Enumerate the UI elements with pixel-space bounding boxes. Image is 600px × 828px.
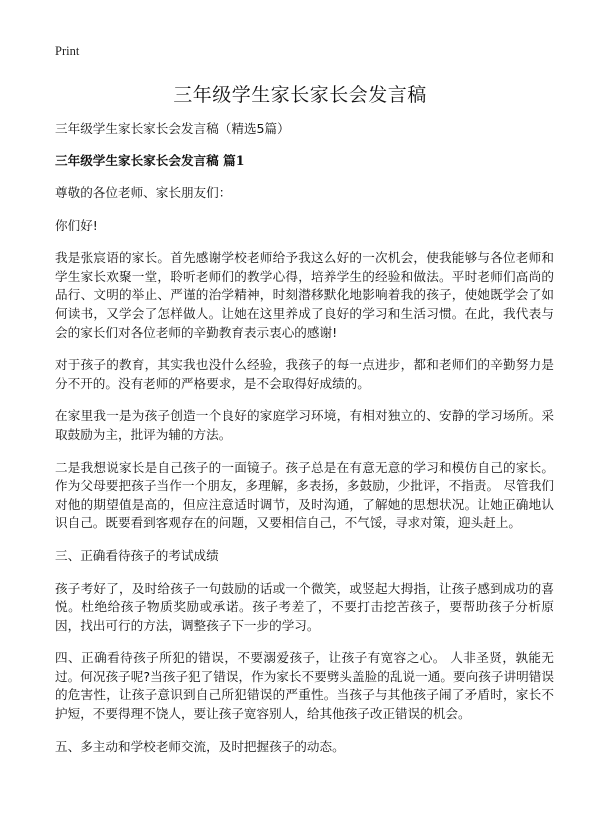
print-link[interactable]: Print	[55, 44, 80, 58]
paragraph-heading-exam-results: 三、正确看待孩子的考试成绩	[55, 547, 219, 563]
paragraph-parent-mirror: 二是我想说家长是自己孩子的一面镜子。孩子总是在有意无意的学习和模仿自己的家长。 作为父母要把孩子当作一个朋友，多理解，多表扬，多鼓励，少批评，不指责。 尽管我们对他的期望值是高的，但应注意适时调节，及时沟通，了解她的思想状况。让她正确地认识自己。既要看到客观存在的问题，又要相信自己，不气馁，寻求对策，迎头赶上。	[55, 459, 554, 531]
paragraph-home-environment: 在家里我一是为孩子创造一个良好的家庭学习环境，有相对独立的、安静的学习场所。采取鼓励为主，批评为辅的方法。	[55, 408, 554, 442]
paragraph-salutation: 尊敬的各位老师、家长朋友们：	[55, 185, 232, 200]
paragraph-experience: 对于孩子的教育，其实我也没什么经验，我孩子的每一点进步，都和老师们的辛勤努力是分不开的。没有老师的严格要求，是不会取得好成绩的。	[55, 357, 554, 391]
page-title: 三年级学生家长家长会发言稿	[173, 84, 427, 106]
paragraph-exam-results: 孩子考好了，及时给孩子一句鼓励的话或一个微笑，或竖起大拇指，让孩子感到成功的喜悦。杜绝给孩子物质奖励或承诺。孩子考差了，不要打击挖苦孩子，要帮助孩子分析原因，找出可行的方法，调整孩子下一步的学习。	[55, 580, 554, 633]
section-heading: 三年级学生家长家长会发言稿 篇1	[55, 153, 245, 168]
paragraph-teacher-communication: 五、多主动和学校老师交流，及时把握孩子的动态。	[55, 738, 345, 754]
paragraph-mistakes: 四、正确看待孩子所犯的错误，不要溺爱孩子，让孩子有宽容之心。 人非圣贤，孰能无过。何况孩子呢?当孩子犯了错误，作为家长不要劈头盖脸的乱说一通。要向孩子讲明错误的危害性，让孩子意识到自己所犯错误的严重性。当孩子与其他孩子闹了矛盾时，家长不护短，不要得理不饶人，要让孩子宽容别人，给其他孩子改正错误的机会。	[55, 650, 554, 722]
document-body	[55, 120, 554, 770]
paragraph-introduction: 我是张宸语的家长。首先感谢学校老师给予我这么好的一次机会，使我能够与各位老师和学生家长欢聚一堂，聆听老师们的教学心得，培养学生的经验和做法。平时老师们高尚的品行、文明的举止、严谨的治学精神，时刻潜移默化地影响着我的孩子，使她既学会了如何读书，又学会了怎样做人。让她在这里养成了良好的学习和生活习惯。在此，我代表与会的家长们对各位老师的辛勤教育表示衷心的感谢!	[55, 250, 554, 340]
paragraph-greeting: 你们好!	[55, 217, 98, 233]
document-subtitle: 三年级学生家长家长会发言稿（精选5篇）	[55, 121, 290, 136]
